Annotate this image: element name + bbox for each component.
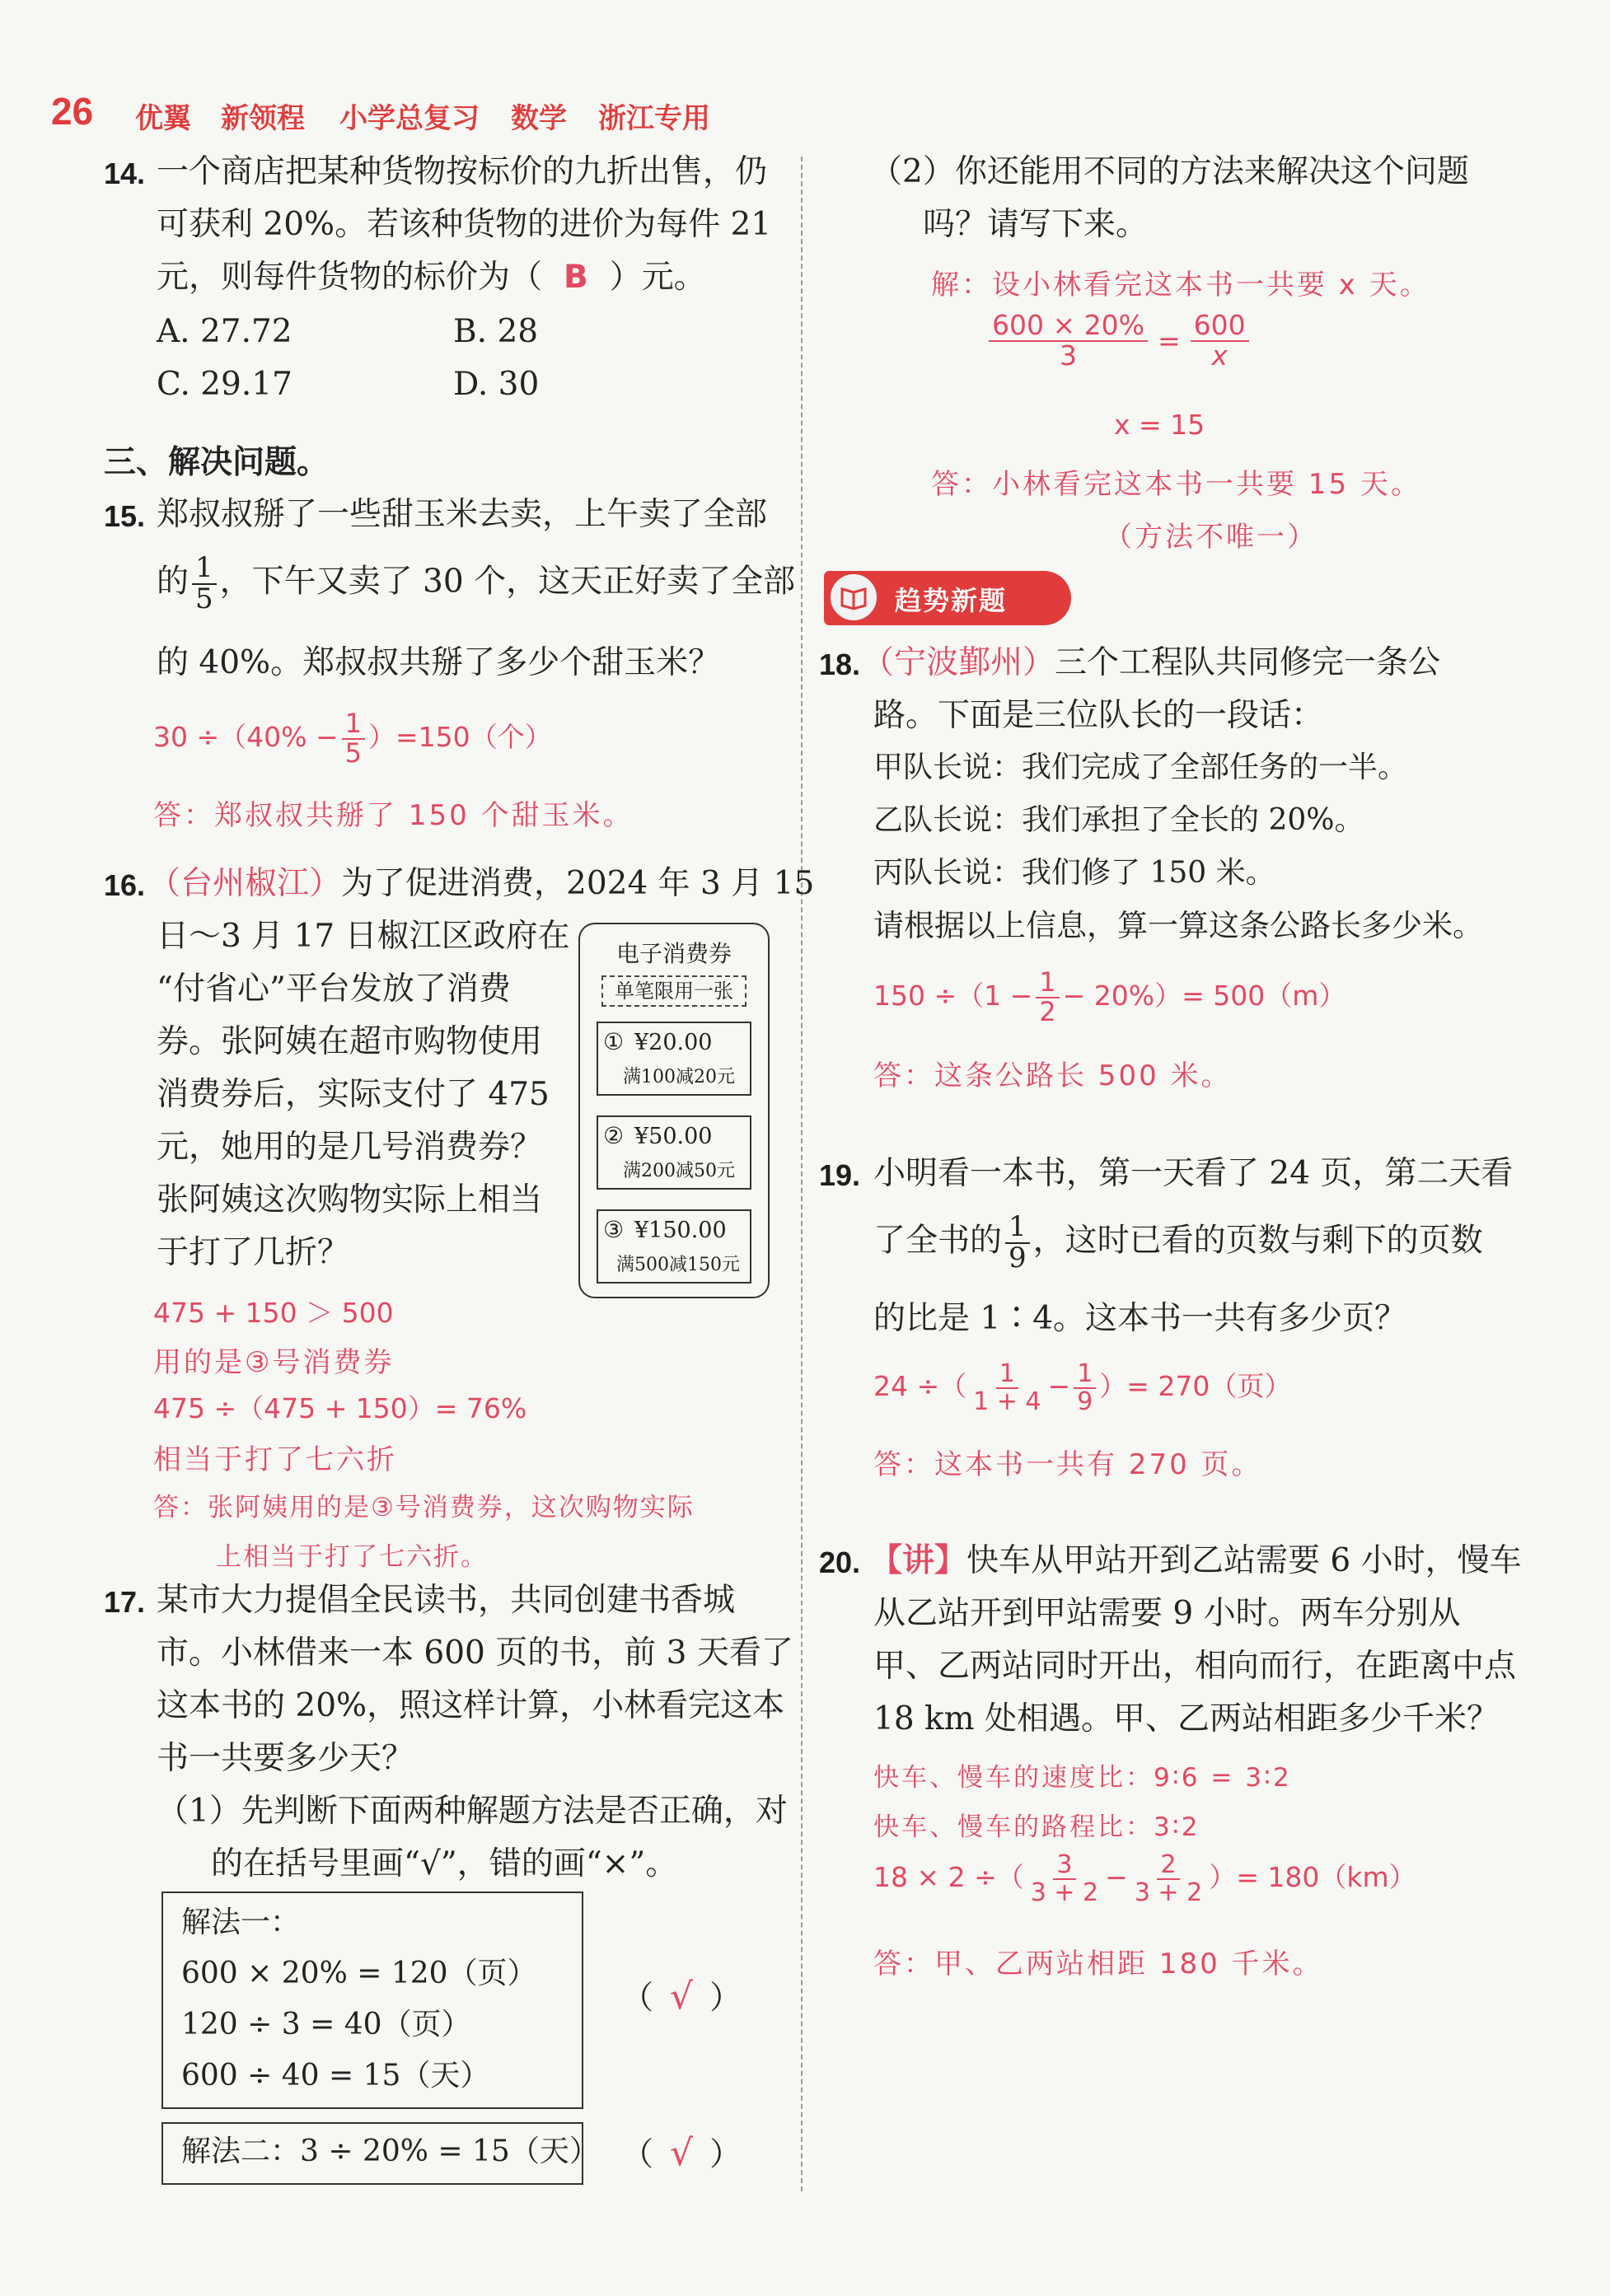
q20-lecture-tag: 【讲】 — [870, 1542, 967, 1579]
q16-answer-1: 答：张阿姨用的是③号消费券，这次购物实际 — [153, 1493, 695, 1522]
q16-work-2: 用的是③号消费券 — [153, 1346, 395, 1379]
q15-line-3: 的 40%。郑叔叔共掰了多少个甜玉米？ — [157, 644, 721, 681]
q20-work-3: 18 × 2 ÷（ $\frac{3}{3 + 2}$ − $\frac{2}{3 + 2}$ ）= 180（km） — [873, 1850, 1416, 1907]
q20-line-4: 18 km 处相遇。甲、乙两站相距多少千米？ — [873, 1700, 1500, 1737]
q15-answer: 答：郑叔叔共掰了 150 个甜玉米。 — [153, 799, 634, 832]
q16-work-1: 475 + 150 ＞ 500 — [153, 1297, 394, 1329]
q17-number: 17. — [104, 1585, 146, 1619]
method-2-box — [161, 2122, 599, 2185]
coupon-1-rule: 满100减20元 — [623, 1067, 735, 1087]
q16-line-7: 张阿姨这次购物实际上相当 — [157, 1181, 543, 1218]
q18-line-3: 甲队长说：我们完成了全部任务的一半。 — [873, 751, 1408, 784]
q14-line-2: 可获利 20%。若该种货物的进价为每件 21 — [157, 206, 772, 243]
column-divider — [801, 157, 803, 2191]
coupon-1-number: ① — [603, 1028, 625, 1055]
q14-option-c: C. 29.17 — [157, 366, 293, 403]
q19-line-2: 了全书的 $\frac{1}{9}$ ，这时已看的页数与剩下的页数 — [873, 1210, 1483, 1274]
q17-part1-line-2: 的在括号里画“√”，错的画“×”。 — [211, 1845, 678, 1882]
q17-line-3: 这本书的 20%，照这样计算，小林看完这本 — [157, 1687, 785, 1724]
q20-work-1: 快车、慢车的速度比：9∶6 = 3∶2 — [873, 1763, 1292, 1793]
q18-line-2: 路。下面是三位队长的一段话： — [873, 697, 1324, 734]
q17-solution-x: x = 15 — [1114, 409, 1205, 441]
coupon-panel — [578, 923, 770, 1298]
q18-line-1: （宁波鄞州）三个工程队共同修完一条公 — [862, 644, 1441, 681]
q20-number: 20. — [819, 1545, 861, 1579]
q18-work: 150 ÷（1 − $\frac{1}{2}$ − 20%）= 500（m） — [873, 966, 1346, 1027]
q17-part2-line-2: 吗？请写下来。 — [923, 206, 1149, 243]
q19-fraction: $\frac{1}{9}$ — [1005, 1213, 1030, 1273]
method-1-check-mark: √ — [670, 1976, 694, 2018]
q16-work-3: 475 ÷（475 + 150）= 76% — [153, 1392, 527, 1424]
q18-line-4: 乙队长说：我们承担了全长的 20%。 — [873, 803, 1364, 837]
book-icon — [827, 571, 880, 624]
q16-line-3: “付省心”平台发放了消费 — [157, 970, 511, 1008]
coupon-1 — [597, 1022, 751, 1096]
q20-answer: 答：甲、乙两站相距 180 千米。 — [873, 1948, 1323, 1980]
coupon-2-amount: ¥50.00 — [634, 1124, 713, 1149]
method-1-title: 解法一： — [181, 1906, 301, 1939]
q14-option-b: B. 28 — [453, 313, 539, 350]
q18-number: 18. — [819, 648, 861, 681]
q15-number: 15. — [104, 499, 146, 533]
q14-line-1: 一个商店把某种货物按标价的九折出售，仍 — [157, 153, 768, 190]
q18-source-tag: （宁波鄞州） — [862, 644, 1055, 681]
q15-line-2: 的 $\frac{1}{5}$ ，下午又卖了 30 个，这天正好卖了全部 — [157, 551, 796, 615]
coupon-3 — [597, 1209, 751, 1284]
q17-line-1: 某市大力提倡全民读书，共同创建书香城 — [157, 1582, 736, 1619]
q18-line-5: 丙队长说：我们修了 150 米。 — [873, 856, 1275, 890]
header-series: 新领程 — [221, 102, 305, 135]
q16-line-2: 日～3 月 17 日椒江区政府在 — [157, 918, 570, 955]
q14-number: 14. — [104, 157, 146, 190]
method-1-box — [161, 1892, 583, 2109]
method-1-step-3: 600 ÷ 40 = 15（天） — [181, 2059, 490, 2093]
coupon-2-rule: 满200减50元 — [623, 1161, 735, 1181]
coupon-title: 电子消费券 — [615, 940, 732, 967]
q15-fraction: $\frac{1}{5}$ — [192, 554, 217, 614]
coupon-1-amount: ¥20.00 — [634, 1030, 713, 1055]
method-1-step-2: 120 ÷ 3 = 40（页） — [181, 2008, 471, 2041]
q15-work: 30 ÷（40% − $\frac{1}{5}$ ）=150（个） — [153, 708, 552, 769]
method-1-judgement: （ √ ） — [621, 1976, 742, 2018]
q18-answer: 答：这条公路长 500 米。 — [873, 1059, 1232, 1092]
q20-line-1: 【讲】快车从甲站开到乙站需要 6 小时，慢车 — [870, 1542, 1522, 1579]
method-2-check-mark: √ — [670, 2132, 694, 2174]
q19-answer: 答：这本书一共有 270 页。 — [873, 1448, 1262, 1481]
q15-line-1: 郑叔叔掰了一些甜玉米去卖，上午卖了全部 — [157, 496, 768, 533]
section-heading: 三、解决问题。 — [104, 443, 330, 481]
q14-answer: B — [564, 259, 588, 296]
q16-answer-2: 上相当于打了七六折。 — [216, 1542, 488, 1572]
q17-solution-intro: 解：设小林看完这本书一共要 x 天。 — [931, 269, 1430, 302]
trend-badge-label: 趋势新题 — [895, 585, 1008, 616]
q18-line-6: 请根据以上信息，算一算这条公路长多少米。 — [873, 908, 1483, 943]
q20-line-2: 从乙站开到甲站需要 9 小时。两车分别从 — [873, 1595, 1461, 1632]
q17-part1-line-1: （1）先判断下面两种解题方法是否正确，对 — [157, 1793, 788, 1830]
header-brand: 优翼 — [135, 102, 191, 135]
q20-line-3: 甲、乙两站同时开出，相向而行，在距离中点 — [873, 1648, 1517, 1685]
q17-line-4: 书一共要多少天？ — [157, 1740, 414, 1777]
method-1-step-1: 600 × 20% = 120（页） — [181, 1957, 537, 1990]
q16-number: 16. — [104, 868, 146, 902]
q16-work-4: 相当于打了七六折 — [153, 1443, 397, 1476]
header-subject: 数学 — [511, 102, 567, 135]
q19-work: 24 ÷（ $\frac{1}{1 + 4}$ − $\frac{1}{9}$ ）= 270（页） — [873, 1359, 1292, 1416]
q17-solution-answer: 答：小林看完这本书一共要 15 天。 — [931, 468, 1421, 501]
q19-line-1: 小明看一本书，第一天看了 24 页，第二天看 — [873, 1155, 1514, 1192]
method-2-text: 解法二：3 ÷ 20% = 15（天） — [181, 2135, 599, 2168]
q16-line-5: 消费券后，实际支付了 475 — [157, 1076, 550, 1113]
coupon-3-rule: 满500减150元 — [616, 1255, 740, 1275]
coupon-2-number: ② — [603, 1122, 625, 1149]
q17-part2-line-1: （2）你还能用不同的方法来解决这个问题 — [870, 153, 1469, 190]
q20-work-2: 快车、慢车的路程比：3∶2 — [873, 1812, 1200, 1842]
coupon-3-amount: ¥150.00 — [634, 1218, 727, 1243]
q14-option-d: D. 30 — [453, 366, 540, 403]
method-2-judgement: （ √ ） — [621, 2132, 742, 2174]
q16-line-1: （台州椒江）为了促进消费，2024 年 3 月 15 — [148, 865, 815, 902]
q19-number: 19. — [819, 1158, 861, 1192]
header-book: 小学总复习 — [339, 102, 480, 135]
q14-option-a: A. 27.72 — [157, 313, 293, 350]
q16-line-4: 券。张阿姨在超市购物使用 — [157, 1023, 543, 1060]
q16-line-6: 元，她用的是几号消费券？ — [157, 1129, 543, 1166]
q14-line-3: 元，则每件货物的标价为（ B ）元。 — [157, 259, 706, 296]
q16-line-8: 于打了几折？ — [157, 1234, 350, 1271]
coupon-3-number: ③ — [603, 1216, 625, 1243]
coupon-subtitle: 单笔限用一张 — [601, 975, 746, 1007]
coupon-2 — [597, 1115, 751, 1190]
q17-line-2: 市。小林借来一本 600 页的书，前 3 天看了 — [157, 1634, 793, 1672]
page-number: 26 — [51, 90, 94, 133]
q16-source-tag: （台州椒江） — [148, 865, 342, 902]
header-region: 浙江专用 — [598, 102, 710, 135]
q17-equation: $\frac{600 \times 20\%}{3}$ = $\frac{600}{x}$ — [985, 311, 1252, 370]
q19-line-3: 的比是 1∶4。这本书一共有多少页？ — [873, 1300, 1407, 1337]
q17-solution-note: （方法不唯一） — [1104, 521, 1317, 554]
